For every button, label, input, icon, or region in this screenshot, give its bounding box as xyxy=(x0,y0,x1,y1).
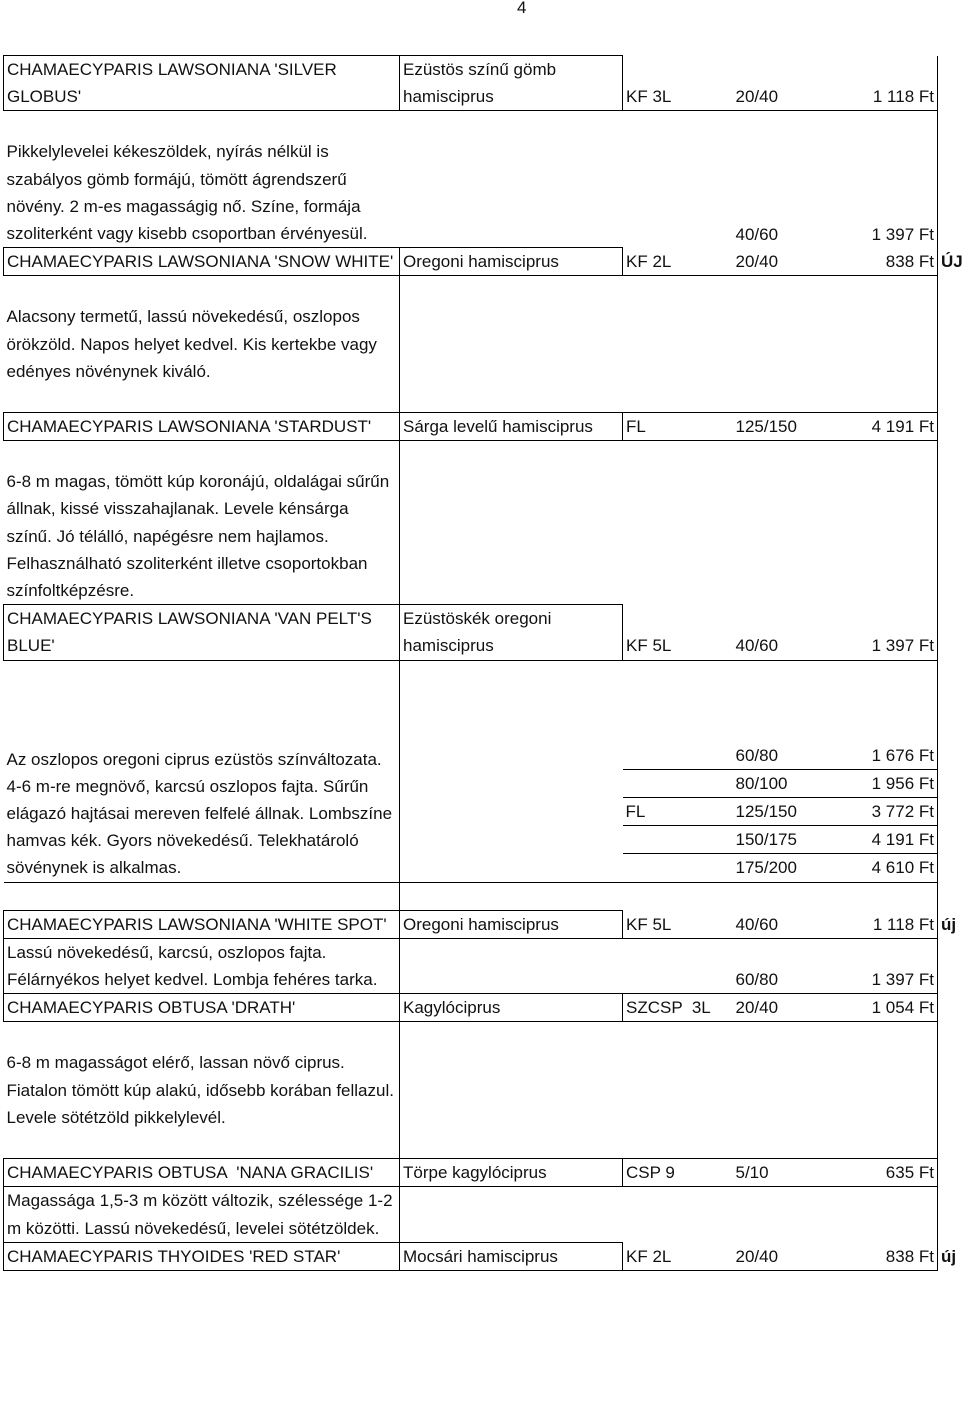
spacer-row xyxy=(4,1131,938,1159)
pot-size: CSP 9 xyxy=(623,1159,733,1187)
pot-size: FL xyxy=(623,413,733,441)
price-table xyxy=(3,55,963,1271)
spacer-row xyxy=(4,441,938,469)
plant-size: 5/10 xyxy=(733,1159,841,1187)
plant-name: CHAMAECYPARIS LAWSONIANA 'VAN PELT'S BLUE' xyxy=(4,605,400,660)
pot-size: KF 2L xyxy=(623,248,733,276)
spacer-row xyxy=(4,111,938,139)
plant-size: 20/40 xyxy=(733,1242,841,1270)
plant-size: 20/40 xyxy=(733,248,841,276)
catalog-sheet xyxy=(3,55,963,1271)
table-row xyxy=(4,56,938,111)
new-badge: ÚJ xyxy=(941,252,963,272)
spacer-row xyxy=(4,276,938,304)
plant-description: 6-8 m magasságot elérő, lassan növő ciprus. Fiatalon tömött kúp alakú, idősebb korában fellazul. Levele sötétzöld pikkelylevél. xyxy=(4,1049,400,1131)
price: 4 191 Ft xyxy=(841,826,938,854)
price: 1 397 Ft xyxy=(841,605,938,660)
plant-size: 150/175 xyxy=(733,826,841,854)
table-row xyxy=(4,938,938,993)
new-badge: új xyxy=(941,1246,957,1266)
pot-size: KF 2L xyxy=(623,1242,733,1270)
common-name: Törpe kagylóciprus xyxy=(400,1159,623,1187)
plant-name: CHAMAECYPARIS OBTUSA 'DRATH' xyxy=(4,994,400,1022)
plant-size: 175/200 xyxy=(733,854,841,882)
table-row xyxy=(4,413,938,441)
spacer-row xyxy=(4,882,938,910)
price: 4 610 Ft xyxy=(841,854,938,882)
price: 1 956 Ft xyxy=(841,769,938,797)
plant-name: CHAMAECYPARIS LAWSONIANA 'SILVER GLOBUS' xyxy=(4,56,400,111)
plant-name: CHAMAECYPARIS LAWSONIANA 'STARDUST' xyxy=(4,413,400,441)
spacer-row xyxy=(4,1022,938,1050)
price: 1 118 Ft xyxy=(841,56,938,111)
new-badge: új xyxy=(941,914,957,934)
pot-size: KF 5L xyxy=(623,910,733,938)
price: 1 676 Ft xyxy=(841,742,938,770)
price: 3 772 Ft xyxy=(841,798,938,826)
plant-size: 60/80 xyxy=(733,742,841,770)
plant-description: 6-8 m magas, tömött kúp koronájú, oldalágai sűrűn állnak, kissé visszahajlanak. Levele kénsárga színű. Jó télálló, napégésre nem hajlamos. Felhasználható szoliterként illetve csoportokban színfoltképzésre. xyxy=(4,468,400,605)
pot-size: KF 3L xyxy=(623,56,733,111)
table-row xyxy=(4,994,938,1022)
plant-name: CHAMAECYPARIS OBTUSA 'NANA GRACILIS' xyxy=(4,1159,400,1187)
table-row xyxy=(4,248,938,276)
common-name: Sárga levelű hamisciprus xyxy=(400,413,623,441)
pot-size xyxy=(623,854,733,882)
price: 838 Ft xyxy=(885,252,934,272)
common-name: Mocsári hamisciprus xyxy=(400,1242,623,1270)
table-row xyxy=(4,138,938,247)
table-row xyxy=(4,468,938,605)
plant-name: CHAMAECYPARIS THYOIDES 'RED STAR' xyxy=(4,1242,400,1270)
plant-description: Lassú növekedésű, karcsú, oszlopos fajta. Félárnyékos helyet kedvel. Lombja fehéres tarka. xyxy=(4,938,400,993)
plant-size: 125/150 xyxy=(733,798,841,826)
pot-size xyxy=(623,742,733,770)
common-name: Ezüstös színű gömb hamisciprus xyxy=(400,56,623,111)
common-name: Kagylóciprus xyxy=(400,994,623,1022)
price: 1 397 Ft xyxy=(841,938,938,993)
table-row xyxy=(4,910,938,938)
table-row xyxy=(4,303,938,385)
plant-description: Magassága 1,5-3 m között változik, szélessége 1-2 m közötti. Lassú növekedésű, levelei sötétzöldek. xyxy=(4,1187,400,1242)
pot-size: SZCSP 3L xyxy=(623,994,733,1022)
price: 4 191 Ft xyxy=(841,413,938,441)
plant-description: Az oszlopos oregoni ciprus ezüstös színváltozata. 4-6 m-re megnövő, karcsú oszlopos fajta. Sűrűn elágazó hajtásai mereven felfelé állnak. Lombszíne hamvas kék. Gyors növekedésű. Telekhatároló sövénynek is alkalmas. xyxy=(4,742,400,883)
pot-size: KF 5L xyxy=(623,605,733,660)
pot-size xyxy=(623,769,733,797)
price: 1 054 Ft xyxy=(841,994,938,1022)
plant-name: CHAMAECYPARIS LAWSONIANA 'WHITE SPOT' xyxy=(4,910,400,938)
plant-size: 60/80 xyxy=(733,938,841,993)
plant-description: Alacsony termetű, lassú növekedésű, oszlopos örökzöld. Napos helyet kedvel. Kis kertekbe vagy edényes növénynek kiváló. xyxy=(4,303,400,385)
pot-size xyxy=(623,826,733,854)
plant-size: 20/40 xyxy=(733,56,841,111)
plant-description: Pikkelylevelei kékeszöldek, nyírás nélkül is szabályos gömb formájú, tömött ágrendszerű növény. 2 m-es magasságig nő. Színe, formája szoliterként vagy kisebb csoportban érvényesül. xyxy=(6,142,368,244)
price: 1 118 Ft xyxy=(872,914,934,934)
plant-size: 125/150 xyxy=(733,413,841,441)
common-name: Ezüstöskék oregoni hamisciprus xyxy=(400,605,623,660)
spacer-row xyxy=(4,660,938,742)
plant-size: 40/60 xyxy=(733,910,841,938)
plant-size: 80/100 xyxy=(733,769,841,797)
table-row xyxy=(4,1159,938,1187)
table-row xyxy=(4,605,938,660)
price: 838 Ft xyxy=(885,1246,934,1266)
plant-size: 40/60 xyxy=(733,605,841,660)
plant-name: CHAMAECYPARIS LAWSONIANA 'SNOW WHITE' xyxy=(4,248,400,276)
plant-size: 20/40 xyxy=(733,994,841,1022)
spacer-row xyxy=(4,385,938,413)
table-row xyxy=(4,1187,938,1242)
price: 1 397 Ft xyxy=(841,138,938,247)
common-name: Oregoni hamisciprus xyxy=(400,248,623,276)
page-number: 4 xyxy=(517,0,527,17)
plant-size: 40/60 xyxy=(735,224,779,244)
price: 635 Ft xyxy=(841,1159,938,1187)
common-name: Oregoni hamisciprus xyxy=(400,910,623,938)
table-row xyxy=(4,1242,938,1270)
table-row xyxy=(4,1049,938,1131)
pot-size: FL xyxy=(623,798,733,826)
